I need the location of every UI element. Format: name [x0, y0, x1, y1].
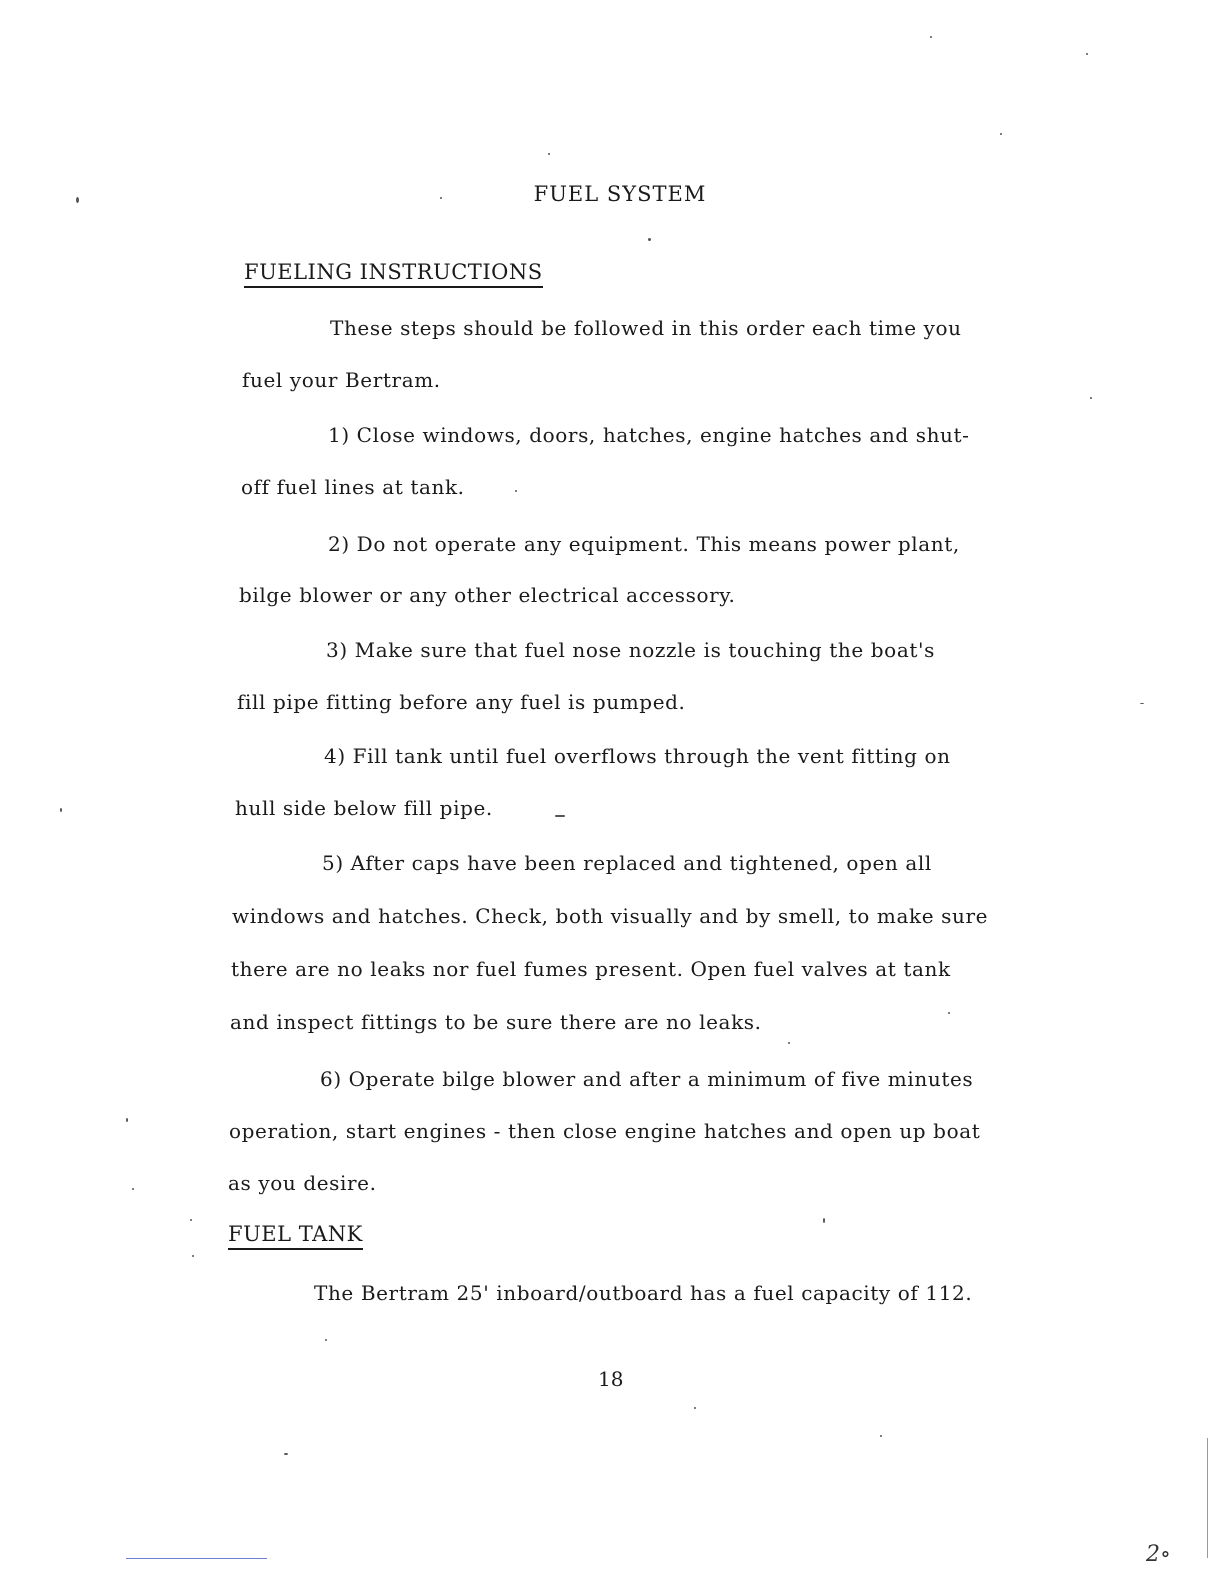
scan-margin-line — [1207, 1438, 1208, 1558]
scan-speck — [648, 238, 651, 241]
scan-speck — [515, 490, 517, 492]
scan-speck — [190, 1219, 192, 1221]
step-2-line-1: 2) Do not operate any equipment. This means power plant, — [328, 532, 960, 556]
step-3-line-1: 3) Make sure that fuel nose nozzle is touching the boat's — [326, 638, 935, 662]
step-5-line-3: there are no leaks nor fuel fumes present. Open fuel valves at tank — [231, 957, 951, 981]
scan-edge-line — [126, 1558, 267, 1559]
scan-speck — [930, 36, 932, 38]
step-5-line-2: windows and hatches. Check, both visually and by smell, to make sure — [232, 904, 989, 928]
scan-speck — [694, 1407, 696, 1409]
step-3-line-2: fill pipe fitting before any fuel is pumped. — [237, 690, 686, 714]
scan-speck — [284, 1453, 288, 1455]
intro-line-2: fuel your Bertram. — [242, 368, 441, 392]
scan-speck — [948, 1012, 950, 1014]
step-6-line-2: operation, start engines - then close engine hatches and open up boat — [229, 1119, 981, 1143]
scan-speck — [823, 1218, 825, 1223]
step-1-line-1: 1) Close windows, doors, hatches, engine hatches and shut- — [328, 423, 970, 447]
section-heading-fuel-tank: FUEL TANK — [228, 1221, 363, 1250]
scan-speck — [60, 808, 62, 812]
scan-speck — [1140, 703, 1144, 704]
step-1-line-2: off fuel lines at tank. — [241, 475, 465, 499]
scan-speck — [126, 1118, 128, 1122]
scan-speck — [325, 1339, 327, 1341]
scan-speck — [548, 153, 550, 155]
step-2-line-2: bilge blower or any other electrical accessory. — [239, 583, 736, 607]
step-6-line-1: 6) Operate bilge blower and after a minimum of five minutes — [320, 1067, 974, 1091]
section-heading-fueling-instructions: FUELING INSTRUCTIONS — [244, 259, 543, 288]
scan-speck — [788, 1042, 790, 1044]
step-5-line-1: 5) After caps have been replaced and tightened, open all — [322, 851, 932, 875]
scan-speck — [1090, 397, 1092, 399]
fuel-tank-line-1: The Bertram 25' inboard/outboard has a fuel capacity of 112. — [314, 1281, 973, 1305]
step-4-line-2: hull side below fill pipe. — [235, 796, 493, 820]
scan-speck — [1000, 133, 1002, 135]
scan-speck — [192, 1255, 194, 1257]
scan-speck — [440, 197, 442, 199]
page-number: 18 — [598, 1367, 624, 1391]
scan-speck — [132, 1188, 134, 1190]
intro-line-1: These steps should be followed in this order each time you — [330, 316, 962, 340]
scan-speck — [1086, 53, 1088, 55]
scan-speck — [555, 815, 565, 817]
scan-speck — [880, 1435, 882, 1437]
corner-mark: 2∘ — [1146, 1542, 1171, 1567]
scan-speck — [76, 197, 79, 203]
step-6-line-3: as you desire. — [228, 1171, 377, 1195]
step-4-line-1: 4) Fill tank until fuel overflows through the vent fitting on — [324, 744, 951, 768]
step-5-line-4: and inspect fittings to be sure there are no leaks. — [230, 1010, 762, 1034]
page-title: FUEL SYSTEM — [533, 182, 707, 206]
